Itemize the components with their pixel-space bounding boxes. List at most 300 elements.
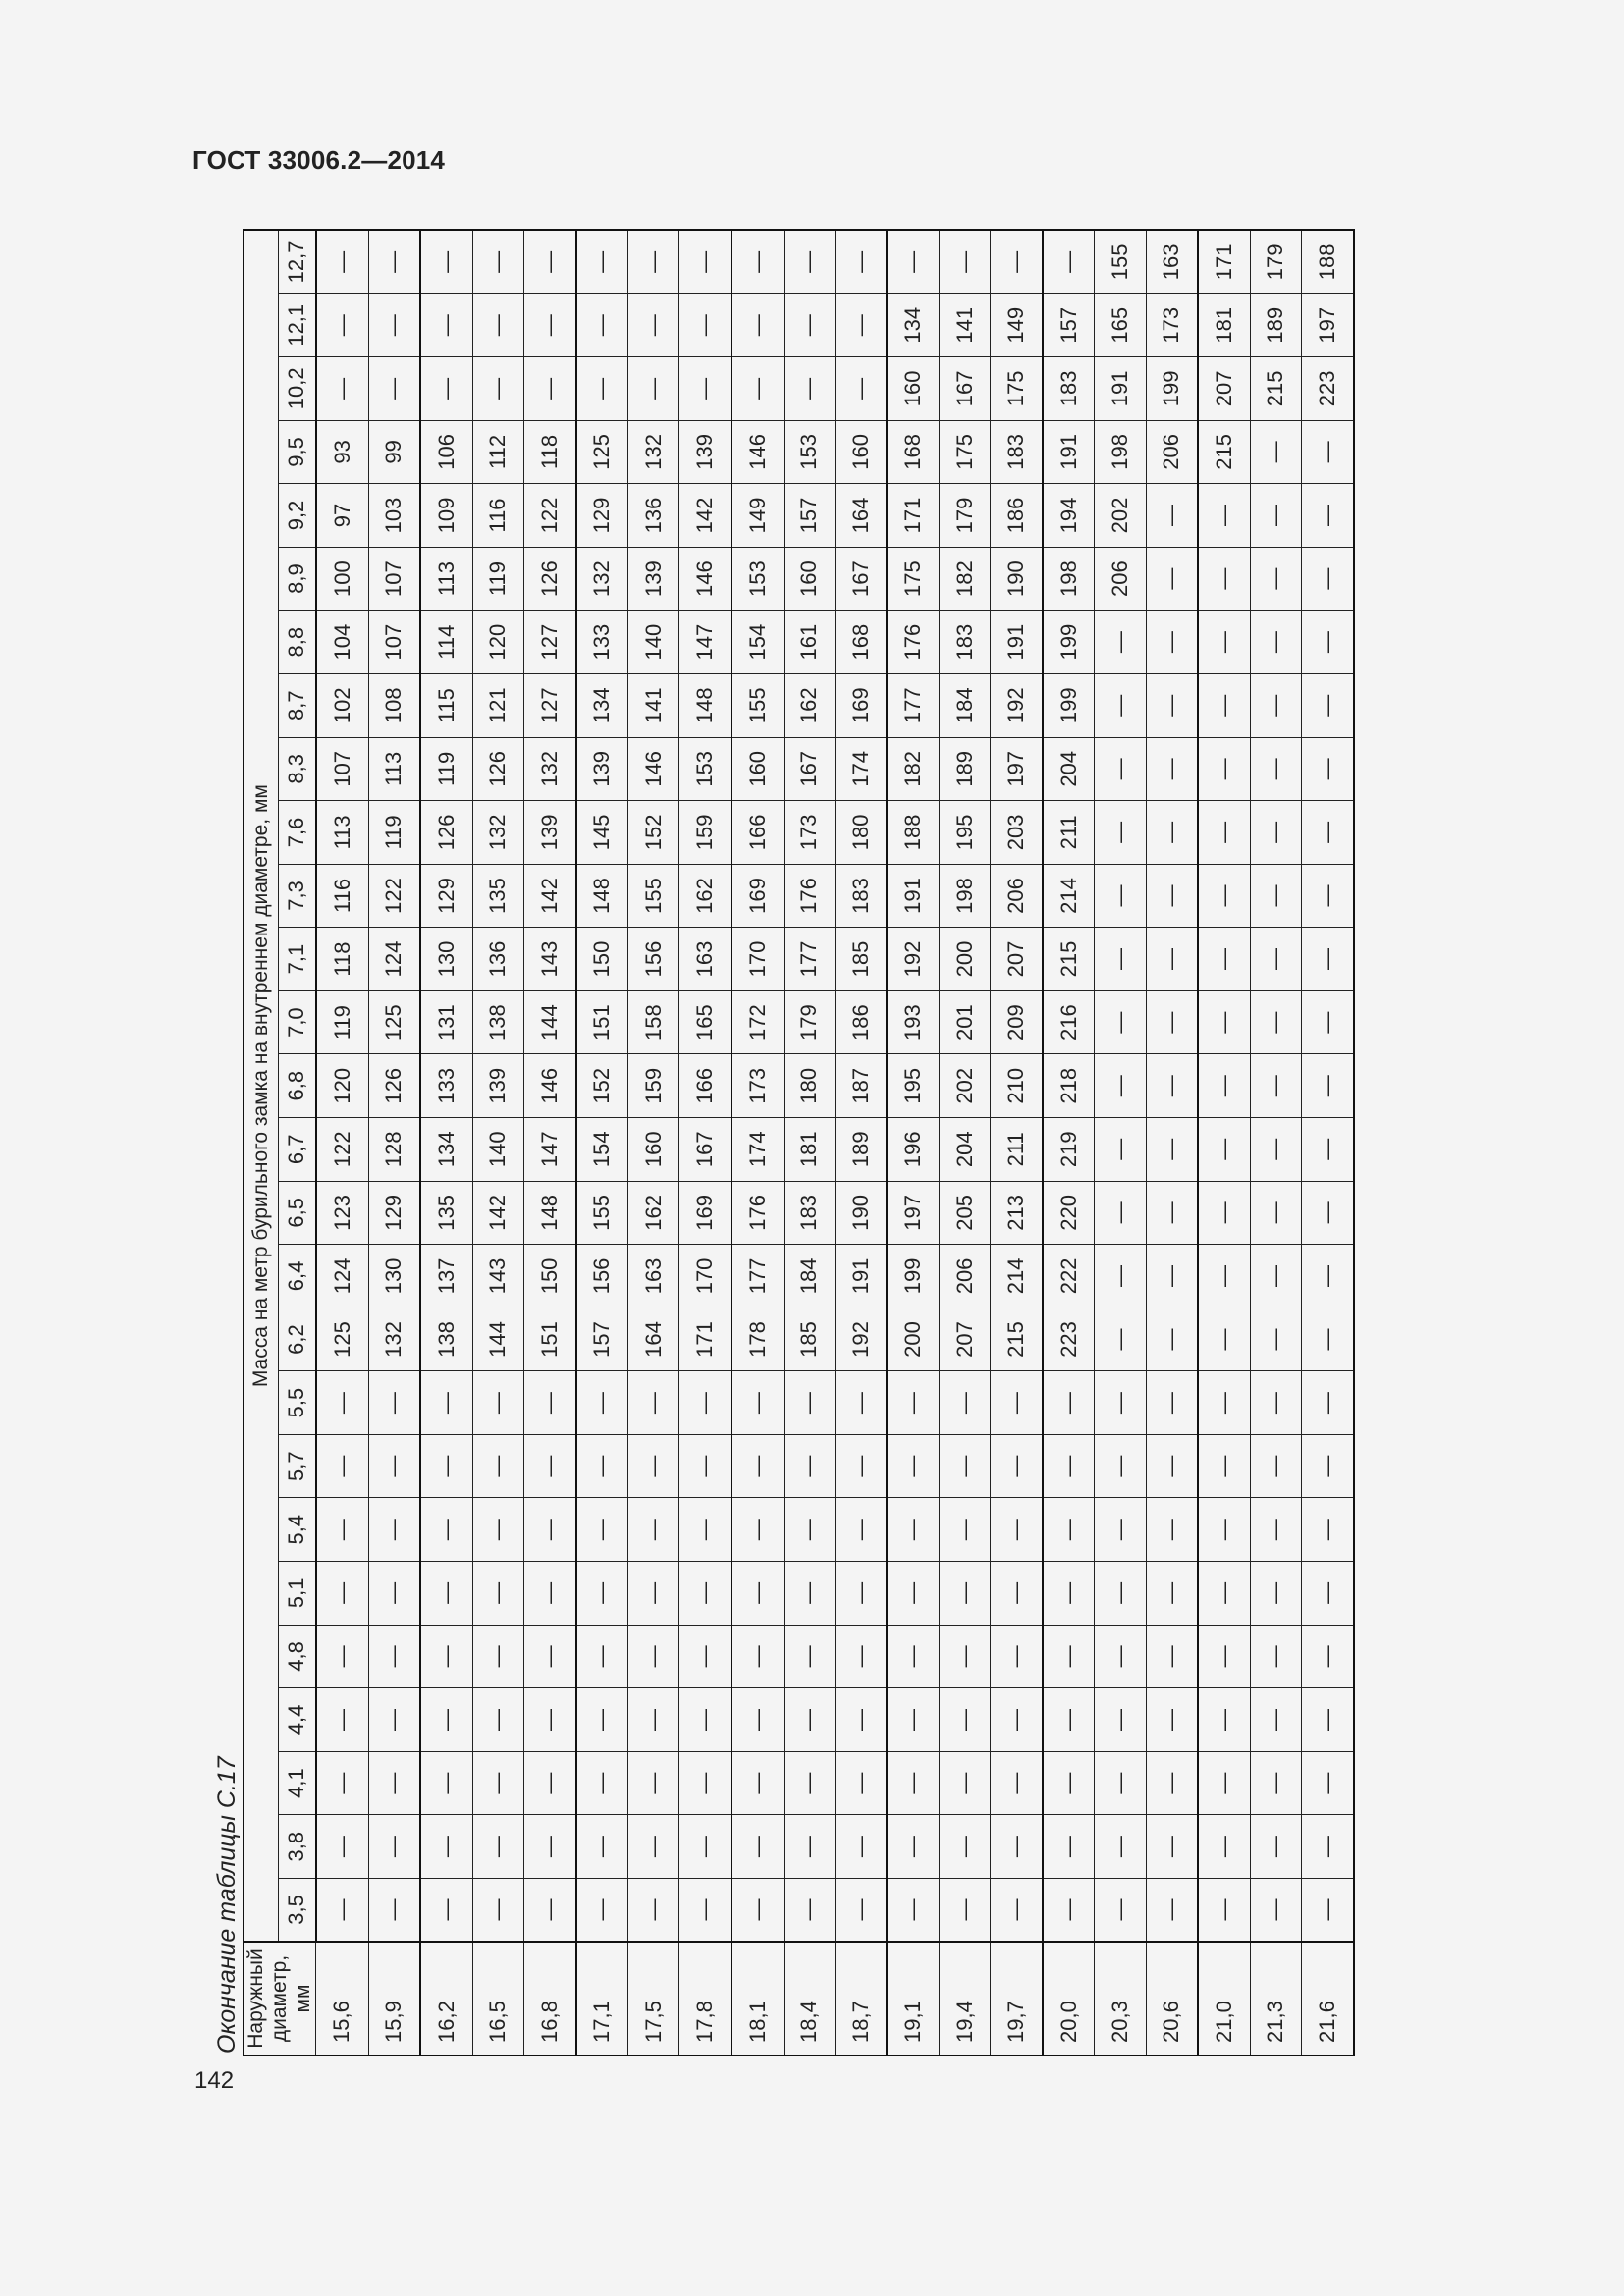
table-cell: — bbox=[1198, 1054, 1250, 1118]
table-cell: — bbox=[1302, 1054, 1354, 1118]
table-cell: — bbox=[628, 357, 679, 421]
table-cell: 146 bbox=[731, 420, 784, 484]
table-cell: — bbox=[1095, 1815, 1146, 1879]
table-cell: 198 bbox=[940, 864, 991, 928]
table-cell: 99 bbox=[368, 420, 420, 484]
table-cell: — bbox=[1146, 1308, 1198, 1371]
table-cell: 121 bbox=[472, 673, 523, 737]
table-cell: — bbox=[940, 230, 991, 294]
table-row bbox=[887, 230, 939, 2056]
table-cell: 181 bbox=[1198, 294, 1250, 357]
column-header: 4,8 bbox=[279, 1625, 316, 1688]
table-cell: — bbox=[940, 1371, 991, 1435]
table-cell: 169 bbox=[679, 1181, 731, 1245]
table-cell: 189 bbox=[835, 1117, 887, 1181]
table-cell: — bbox=[1146, 1815, 1198, 1879]
table-cell: — bbox=[368, 1498, 420, 1562]
table-cell: — bbox=[420, 1562, 472, 1626]
table-cell: — bbox=[1250, 611, 1301, 674]
table-cell: 139 bbox=[679, 420, 731, 484]
table-cell: — bbox=[1250, 1245, 1301, 1308]
table-cell: 191 bbox=[1095, 357, 1146, 421]
table-cell: 186 bbox=[991, 484, 1043, 548]
table-cell: — bbox=[679, 1688, 731, 1752]
table-cell: — bbox=[576, 1498, 628, 1562]
table-cell: — bbox=[1146, 1688, 1198, 1752]
table-cell: — bbox=[1146, 1434, 1198, 1498]
row-header: 19,7 bbox=[991, 1942, 1043, 2056]
table-row bbox=[679, 230, 731, 2056]
table-cell: 145 bbox=[576, 801, 628, 865]
table-cell: — bbox=[784, 357, 835, 421]
table-cell: — bbox=[679, 1562, 731, 1626]
table-cell: 206 bbox=[940, 1245, 991, 1308]
table-cell: — bbox=[1095, 1117, 1146, 1181]
row-header: 18,1 bbox=[731, 1942, 784, 2056]
table-cell: — bbox=[368, 357, 420, 421]
table-cell: — bbox=[420, 230, 472, 294]
table-cell: — bbox=[940, 1625, 991, 1688]
table-cell: — bbox=[472, 357, 523, 421]
table-cell: — bbox=[420, 1434, 472, 1498]
table-cell: — bbox=[731, 1815, 784, 1879]
table-cell: — bbox=[1146, 864, 1198, 928]
table-cell: — bbox=[472, 1434, 523, 1498]
table-cell: 129 bbox=[368, 1181, 420, 1245]
table-cell: — bbox=[1302, 484, 1354, 548]
table-cell: — bbox=[472, 230, 523, 294]
table-cell: 132 bbox=[523, 737, 575, 801]
table-cell: — bbox=[576, 1688, 628, 1752]
table-cell: — bbox=[887, 1562, 939, 1626]
table-cell: 123 bbox=[316, 1181, 368, 1245]
table-cell: 146 bbox=[679, 547, 731, 611]
table-cell: — bbox=[628, 1625, 679, 1688]
table-cell: — bbox=[731, 1688, 784, 1752]
column-header: 3,8 bbox=[279, 1815, 316, 1879]
table-cell: 165 bbox=[1095, 294, 1146, 357]
table-cell: 100 bbox=[316, 547, 368, 611]
table-cell: — bbox=[1250, 1434, 1301, 1498]
column-header: 5,1 bbox=[279, 1562, 316, 1626]
table-cell: 200 bbox=[887, 1308, 939, 1371]
table-cell: 134 bbox=[576, 673, 628, 737]
table-cell: — bbox=[576, 1371, 628, 1435]
table-cell: 199 bbox=[1043, 673, 1095, 737]
table-cell: 136 bbox=[472, 928, 523, 991]
table-cell: — bbox=[887, 1434, 939, 1498]
table-cell: 127 bbox=[523, 673, 575, 737]
table-cell: 107 bbox=[316, 737, 368, 801]
row-header: 20,6 bbox=[1146, 1942, 1198, 2056]
table-cell: 202 bbox=[1095, 484, 1146, 548]
table-cell: — bbox=[1250, 928, 1301, 991]
table-cell: 93 bbox=[316, 420, 368, 484]
table-caption: Окончание таблицы С.17 bbox=[213, 1756, 241, 2054]
table-cell: 130 bbox=[368, 1245, 420, 1308]
table-cell: 222 bbox=[1043, 1245, 1095, 1308]
table-cell: — bbox=[316, 357, 368, 421]
table-cell: 137 bbox=[420, 1245, 472, 1308]
table-cell: — bbox=[1146, 928, 1198, 991]
table-cell: 160 bbox=[887, 357, 939, 421]
table-cell: 180 bbox=[784, 1054, 835, 1118]
table-cell: 122 bbox=[368, 864, 420, 928]
table-cell: 167 bbox=[784, 737, 835, 801]
table-cell: — bbox=[1146, 1498, 1198, 1562]
table-cell: 175 bbox=[991, 357, 1043, 421]
table-cell: — bbox=[1302, 1878, 1354, 1942]
table-cell: — bbox=[940, 1434, 991, 1498]
table-cell: — bbox=[576, 294, 628, 357]
table-cell: — bbox=[576, 1434, 628, 1498]
table-cell: 146 bbox=[628, 737, 679, 801]
column-header: 12,7 bbox=[279, 230, 316, 294]
table-cell: 215 bbox=[1043, 928, 1095, 991]
table-cell: — bbox=[1146, 990, 1198, 1054]
table-cell: — bbox=[1302, 801, 1354, 865]
table-cell: — bbox=[1250, 1054, 1301, 1118]
table-row bbox=[1302, 230, 1354, 2056]
table-cell: 191 bbox=[991, 611, 1043, 674]
table-cell: 132 bbox=[472, 801, 523, 865]
table-cell: 139 bbox=[472, 1054, 523, 1118]
table-cell: — bbox=[887, 1815, 939, 1879]
table-cell: — bbox=[1043, 1751, 1095, 1815]
table-row bbox=[1250, 230, 1301, 2056]
table-cell: — bbox=[1302, 990, 1354, 1054]
table-cell: — bbox=[991, 1434, 1043, 1498]
table-cell: — bbox=[1043, 230, 1095, 294]
table-cell: 199 bbox=[1146, 357, 1198, 421]
column-header-row bbox=[279, 230, 316, 2056]
table-cell: — bbox=[576, 1751, 628, 1815]
table-cell: — bbox=[731, 1371, 784, 1435]
page-number: 142 bbox=[194, 2067, 235, 2094]
table-cell: — bbox=[679, 1878, 731, 1942]
table-cell: — bbox=[679, 1371, 731, 1435]
table-cell: — bbox=[472, 1371, 523, 1435]
table-cell: — bbox=[1250, 737, 1301, 801]
table-cell: 169 bbox=[731, 864, 784, 928]
table-cell: 211 bbox=[1043, 801, 1095, 865]
table-cell: 200 bbox=[940, 928, 991, 991]
column-header: 7,0 bbox=[279, 990, 316, 1054]
table-cell: — bbox=[1250, 673, 1301, 737]
table-cell: 191 bbox=[835, 1245, 887, 1308]
table-cell: 179 bbox=[1250, 230, 1301, 294]
table-cell: 108 bbox=[368, 673, 420, 737]
table-cell: 210 bbox=[991, 1054, 1043, 1118]
table-cell: — bbox=[1198, 1878, 1250, 1942]
table-cell: — bbox=[316, 230, 368, 294]
table-cell: 185 bbox=[784, 1308, 835, 1371]
table-row bbox=[784, 230, 835, 2056]
table-cell: 148 bbox=[679, 673, 731, 737]
table-cell: — bbox=[1146, 1371, 1198, 1435]
table-row bbox=[316, 230, 368, 2056]
mass-table bbox=[243, 229, 1355, 2056]
table-cell: 152 bbox=[628, 801, 679, 865]
table-cell: 218 bbox=[1043, 1054, 1095, 1118]
table-cell: — bbox=[628, 294, 679, 357]
table-cell: — bbox=[1095, 1308, 1146, 1371]
table-cell: — bbox=[991, 1751, 1043, 1815]
table-row bbox=[472, 230, 523, 2056]
table-cell: 156 bbox=[628, 928, 679, 991]
column-header: 3,5 bbox=[279, 1878, 316, 1942]
table-cell: 171 bbox=[1198, 230, 1250, 294]
table-cell: — bbox=[523, 1751, 575, 1815]
table-cell: 154 bbox=[576, 1117, 628, 1181]
table-row bbox=[731, 230, 784, 2056]
table-cell: — bbox=[1146, 1117, 1198, 1181]
table-cell: 215 bbox=[991, 1308, 1043, 1371]
table-cell: 133 bbox=[576, 611, 628, 674]
table-cell: — bbox=[1198, 611, 1250, 674]
column-header: 7,3 bbox=[279, 864, 316, 928]
table-cell: 192 bbox=[835, 1308, 887, 1371]
table-cell: — bbox=[368, 1688, 420, 1752]
table-cell: — bbox=[1146, 1562, 1198, 1626]
table-cell: — bbox=[1198, 928, 1250, 991]
table-cell: 215 bbox=[1250, 357, 1301, 421]
table-cell: — bbox=[576, 1562, 628, 1626]
column-header: 5,7 bbox=[279, 1434, 316, 1498]
table-cell: — bbox=[368, 1562, 420, 1626]
table-cell: 171 bbox=[887, 484, 939, 548]
table-cell: 172 bbox=[731, 990, 784, 1054]
table-cell: 176 bbox=[784, 864, 835, 928]
table-cell: — bbox=[731, 1751, 784, 1815]
table-cell: 187 bbox=[835, 1054, 887, 1118]
column-header: 10,2 bbox=[279, 357, 316, 421]
table-cell: — bbox=[991, 1688, 1043, 1752]
table-cell: — bbox=[420, 1688, 472, 1752]
table-cell: — bbox=[628, 230, 679, 294]
table-row bbox=[835, 230, 887, 2056]
table-cell: 160 bbox=[628, 1117, 679, 1181]
table-cell: — bbox=[1250, 1117, 1301, 1181]
table-cell: — bbox=[1095, 990, 1146, 1054]
table-cell: — bbox=[1302, 1688, 1354, 1752]
table-cell: — bbox=[679, 294, 731, 357]
column-header: 9,5 bbox=[279, 420, 316, 484]
table-cell: 167 bbox=[940, 357, 991, 421]
table-cell: — bbox=[1302, 611, 1354, 674]
table-cell: 126 bbox=[523, 547, 575, 611]
table-cell: — bbox=[679, 1751, 731, 1815]
table-cell: — bbox=[1043, 1688, 1095, 1752]
table-cell: 160 bbox=[835, 420, 887, 484]
row-header: 20,0 bbox=[1043, 1942, 1095, 2056]
table-cell: 167 bbox=[679, 1117, 731, 1181]
table-cell: — bbox=[523, 1434, 575, 1498]
table-cell: — bbox=[576, 230, 628, 294]
table-cell: — bbox=[887, 1751, 939, 1815]
table-cell: 193 bbox=[887, 990, 939, 1054]
table-cell: — bbox=[316, 1434, 368, 1498]
table-row bbox=[628, 230, 679, 2056]
table-cell: 138 bbox=[420, 1308, 472, 1371]
table-cell: — bbox=[1198, 484, 1250, 548]
table-cell: 119 bbox=[420, 737, 472, 801]
table-cell: — bbox=[1198, 1181, 1250, 1245]
table-cell: — bbox=[420, 357, 472, 421]
table-cell: 118 bbox=[316, 928, 368, 991]
table-cell: 160 bbox=[731, 737, 784, 801]
table-cell: 120 bbox=[472, 611, 523, 674]
table-cell: 183 bbox=[940, 611, 991, 674]
table-cell: — bbox=[835, 357, 887, 421]
table-cell: 154 bbox=[731, 611, 784, 674]
table-cell: 147 bbox=[679, 611, 731, 674]
group-title: Масса на метр бурильного замка на внутреннем диаметре, мм bbox=[244, 230, 279, 1942]
table-cell: — bbox=[1198, 1815, 1250, 1879]
table-cell: — bbox=[679, 230, 731, 294]
table-cell: 197 bbox=[887, 1181, 939, 1245]
table-cell: — bbox=[784, 1434, 835, 1498]
table-cell: — bbox=[991, 1815, 1043, 1879]
table-cell: — bbox=[1302, 1245, 1354, 1308]
table-cell: 125 bbox=[368, 990, 420, 1054]
table-cell: — bbox=[420, 294, 472, 357]
table-cell: 140 bbox=[628, 611, 679, 674]
table-cell: — bbox=[940, 1751, 991, 1815]
table-cell: — bbox=[887, 1625, 939, 1688]
table-cell: 114 bbox=[420, 611, 472, 674]
table-cell: — bbox=[1146, 1878, 1198, 1942]
table-cell: 144 bbox=[523, 990, 575, 1054]
table-cell: — bbox=[1250, 1498, 1301, 1562]
table-cell: 118 bbox=[523, 420, 575, 484]
table-cell: — bbox=[784, 1498, 835, 1562]
table-cell: — bbox=[679, 1434, 731, 1498]
table-cell: 103 bbox=[368, 484, 420, 548]
table-cell: — bbox=[1198, 1245, 1250, 1308]
table-cell: 149 bbox=[991, 294, 1043, 357]
table-cell: 140 bbox=[472, 1117, 523, 1181]
table-cell: 162 bbox=[628, 1181, 679, 1245]
table-cell: — bbox=[731, 1498, 784, 1562]
table-cell: — bbox=[1250, 1688, 1301, 1752]
table-cell: 192 bbox=[991, 673, 1043, 737]
table-cell: — bbox=[628, 1434, 679, 1498]
table-cell: — bbox=[679, 1815, 731, 1879]
table-cell: 164 bbox=[835, 484, 887, 548]
table-cell: 124 bbox=[316, 1245, 368, 1308]
column-header: 7,6 bbox=[279, 801, 316, 865]
table-cell: 155 bbox=[628, 864, 679, 928]
table-cell: 173 bbox=[784, 801, 835, 865]
table-cell: — bbox=[316, 1878, 368, 1942]
table-cell: 207 bbox=[940, 1308, 991, 1371]
table-cell: — bbox=[835, 294, 887, 357]
table-cell: 188 bbox=[887, 801, 939, 865]
table-cell: — bbox=[835, 1688, 887, 1752]
table-cell: 195 bbox=[940, 801, 991, 865]
table-cell: 163 bbox=[1146, 230, 1198, 294]
table-cell: — bbox=[1095, 801, 1146, 865]
table-cell: — bbox=[1250, 1181, 1301, 1245]
row-header: 15,9 bbox=[368, 1942, 420, 2056]
table-cell: 151 bbox=[576, 990, 628, 1054]
table-cell: 138 bbox=[472, 990, 523, 1054]
table-cell: 122 bbox=[316, 1117, 368, 1181]
row-header: 16,5 bbox=[472, 1942, 523, 2056]
table-cell: 128 bbox=[368, 1117, 420, 1181]
table-cell: — bbox=[420, 1815, 472, 1879]
table-cell: 183 bbox=[1043, 357, 1095, 421]
table-cell: 179 bbox=[940, 484, 991, 548]
table-cell: — bbox=[784, 1371, 835, 1435]
table-cell: 156 bbox=[576, 1245, 628, 1308]
table-cell: 143 bbox=[472, 1245, 523, 1308]
table-cell: — bbox=[523, 1562, 575, 1626]
table-row bbox=[991, 230, 1043, 2056]
table-cell: — bbox=[887, 1498, 939, 1562]
table-cell: 183 bbox=[784, 1181, 835, 1245]
table-cell: 199 bbox=[1043, 611, 1095, 674]
table-cell: 209 bbox=[991, 990, 1043, 1054]
table-cell: — bbox=[523, 294, 575, 357]
table-cell: 179 bbox=[784, 990, 835, 1054]
table-cell: 197 bbox=[991, 737, 1043, 801]
column-header: 8,8 bbox=[279, 611, 316, 674]
column-header: 4,4 bbox=[279, 1688, 316, 1752]
table-cell: — bbox=[576, 1878, 628, 1942]
table-cell: 170 bbox=[731, 928, 784, 991]
table-cell: 173 bbox=[731, 1054, 784, 1118]
table-cell: — bbox=[628, 1498, 679, 1562]
table-cell: — bbox=[784, 1878, 835, 1942]
table-cell: 125 bbox=[576, 420, 628, 484]
table-row bbox=[940, 230, 991, 2056]
table-cell: — bbox=[835, 1878, 887, 1942]
table-cell: — bbox=[1250, 801, 1301, 865]
table-cell: 205 bbox=[940, 1181, 991, 1245]
table-cell: 155 bbox=[1095, 230, 1146, 294]
row-header: 21,6 bbox=[1302, 1942, 1354, 2056]
table-cell: — bbox=[1146, 1181, 1198, 1245]
table-cell: 216 bbox=[1043, 990, 1095, 1054]
column-header: 6,7 bbox=[279, 1117, 316, 1181]
table-cell: 147 bbox=[523, 1117, 575, 1181]
table-cell: — bbox=[784, 1562, 835, 1626]
table-cell: 134 bbox=[887, 294, 939, 357]
table-cell: — bbox=[523, 1498, 575, 1562]
table-cell: — bbox=[1095, 1498, 1146, 1562]
table-row bbox=[368, 230, 420, 2056]
table-cell: 198 bbox=[1095, 420, 1146, 484]
table-cell: 181 bbox=[784, 1117, 835, 1181]
table-cell: — bbox=[472, 1498, 523, 1562]
column-header: 8,9 bbox=[279, 547, 316, 611]
table-cell: — bbox=[1302, 864, 1354, 928]
table-cell: 166 bbox=[731, 801, 784, 865]
table-cell: 104 bbox=[316, 611, 368, 674]
table-cell: — bbox=[1095, 611, 1146, 674]
column-header: 8,3 bbox=[279, 737, 316, 801]
table-cell: — bbox=[1146, 801, 1198, 865]
table-cell: — bbox=[472, 294, 523, 357]
table-cell: 190 bbox=[991, 547, 1043, 611]
table-cell: — bbox=[835, 1751, 887, 1815]
table-cell: 144 bbox=[472, 1308, 523, 1371]
table-cell: 129 bbox=[420, 864, 472, 928]
table-cell: — bbox=[1095, 673, 1146, 737]
column-header: 6,4 bbox=[279, 1245, 316, 1308]
